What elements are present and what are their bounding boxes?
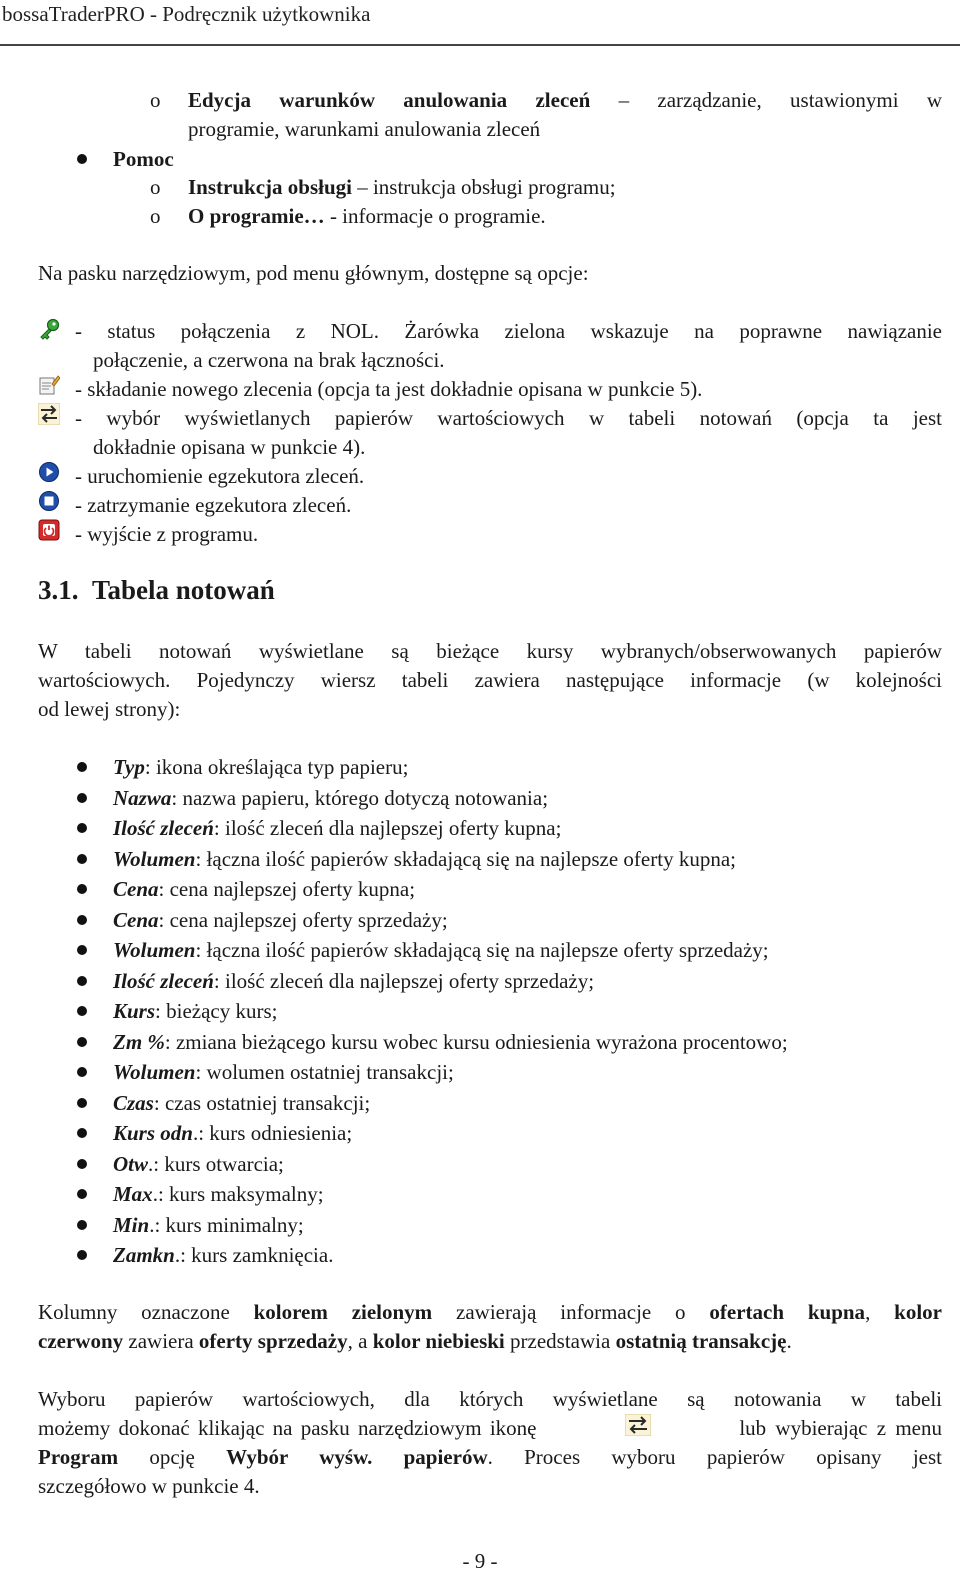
column-name: Max — [113, 1182, 153, 1206]
stop-icon — [38, 490, 60, 512]
intro-line3: od lewej strony): — [38, 697, 181, 721]
menu-item-instrukcja — [188, 173, 616, 202]
text-run: . Proces wyboru papierów opisany jest — [487, 1445, 942, 1469]
text-run: lub wybierając z menu — [739, 1416, 942, 1440]
sub-bullet-marker: o — [150, 88, 161, 112]
bold-run: kolorem zielonym — [253, 1300, 433, 1324]
column-name: Ilość zleceń — [113, 968, 214, 993]
header-divider — [0, 44, 960, 46]
bullet-dot — [77, 976, 87, 986]
bullet-dot — [77, 945, 87, 955]
menu-item-oprogramie — [188, 202, 546, 231]
column-name: Czas — [113, 1090, 154, 1115]
select-paragraph-line4: szczegółowo w punkcie 4. — [38, 1474, 260, 1498]
bullet-dot — [77, 1250, 87, 1260]
bold-run: kolor niebieski — [372, 1329, 505, 1353]
list-item — [0, 1028, 960, 1059]
list-item — [0, 875, 960, 906]
column-name: Kurs — [113, 999, 156, 1023]
bullet-dot — [77, 1067, 87, 1077]
column-desc: : ikona określająca typ papieru; — [144, 755, 409, 779]
list-item — [0, 1058, 960, 1089]
column-name: Otw — [113, 1151, 149, 1176]
toolbar-new-order-text: - składanie nowego zlecenia (opcja ta jest dokładnie opisana w punkcie 5). — [75, 377, 703, 401]
text-run: Kolumny oznaczone — [38, 1300, 254, 1324]
swap-arrows-icon — [38, 403, 60, 425]
list-item — [0, 784, 960, 815]
bullet-dot — [77, 793, 87, 803]
list-item — [0, 753, 960, 784]
column-desc: .: kurs minimalny; — [149, 1212, 304, 1237]
colors-paragraph-line1 — [38, 1298, 942, 1327]
page-number: - 9 - — [462, 1549, 498, 1573]
menu-item-oprogramie-title: O programie… — [188, 204, 325, 228]
column-name: Kurs odn — [113, 1121, 193, 1145]
menu-item-instrukcja-title: Instrukcja obsługi — [188, 175, 352, 199]
menu-item-edycja-desc: – zarządzanie, ustawionymi w — [618, 88, 942, 112]
column-desc: : nazwa papieru, którego dotyczą notowania; — [171, 785, 549, 810]
menu-item-edycja-title: Edycja warunków anulowania zleceń — [188, 88, 591, 112]
columns-list — [0, 753, 960, 1272]
list-item — [0, 845, 960, 876]
column-name: Zm % — [113, 1029, 165, 1054]
bold-run: ofertach kupna — [709, 1300, 866, 1324]
column-desc: : czas ostatniej transakcji; — [153, 1090, 371, 1115]
bullet-dot — [77, 884, 87, 894]
bullet-dot — [77, 1128, 87, 1138]
sub-bullet-marker: o — [150, 204, 161, 228]
bold-run: Program — [38, 1445, 119, 1469]
menu-item-oprogramie-desc: - informacje o programie. — [324, 204, 546, 228]
text-run: zawiera — [123, 1329, 199, 1353]
list-item — [0, 1211, 960, 1242]
toolbar-intro: Na pasku narzędziowym, pod menu głównym, dostępne są opcje: — [38, 261, 589, 285]
list-item — [0, 1089, 960, 1120]
column-name: Min — [113, 1212, 150, 1237]
list-item — [0, 1150, 960, 1181]
column-desc: : ilość zleceń dla najlepszej oferty sprzedaży; — [213, 968, 595, 993]
select-paragraph-line3 — [38, 1443, 942, 1472]
menu-item-edycja — [188, 86, 942, 115]
column-name: Typ — [113, 755, 145, 779]
column-desc: : bieżący kurs; — [155, 999, 278, 1023]
column-name: Wolumen — [113, 846, 196, 871]
column-name: Wolumen — [113, 1060, 196, 1084]
notepad-pencil-icon — [38, 374, 60, 396]
list-item — [0, 967, 960, 998]
sub-bullet-marker: o — [150, 175, 161, 199]
column-name: Wolumen — [113, 938, 196, 962]
bullet-dot — [77, 1037, 87, 1047]
intro-line2: wartościowych. Pojedynczy wiersz tabeli zawiera następujące informacje (w kolejności — [38, 668, 942, 692]
bullet-dot — [77, 915, 87, 925]
page-header: bossaTraderPRO - Podręcznik użytkownika — [2, 2, 371, 26]
bullet-dot — [77, 1006, 87, 1016]
section-heading — [38, 576, 275, 605]
toolbar-exit-text: - wyjście z programu. — [75, 522, 259, 546]
bold-run: oferty sprzedaży — [198, 1329, 348, 1353]
colors-paragraph-line2 — [38, 1327, 792, 1356]
green-key-icon — [38, 318, 60, 340]
text-run: , — [865, 1300, 895, 1324]
list-item — [0, 1241, 960, 1272]
section-number: 3.1. — [38, 575, 79, 605]
bullet-dot — [77, 854, 87, 864]
column-name: Nazwa — [113, 785, 172, 810]
toolbar-start-executor-text: - uruchomienie egzekutora zleceń. — [75, 464, 365, 488]
column-desc: : łączna ilość papierów składającą się na najlepsze oferty kupna; — [195, 846, 736, 871]
toolbar-status-text-line2: połączenie, a czerwona na brak łączności. — [93, 348, 445, 372]
bullet-dot — [77, 1189, 87, 1199]
column-desc: .: kurs otwarcia; — [148, 1151, 284, 1176]
list-item — [0, 814, 960, 845]
select-paragraph-line2 — [38, 1414, 942, 1443]
column-desc: .: kurs zamknięcia. — [174, 1243, 334, 1267]
red-exit-icon — [38, 519, 60, 541]
column-desc: : zmiana bieżącego kursu wobec kursu odniesienia wyrażona procentowo; — [164, 1029, 788, 1054]
bullet-dot — [77, 154, 87, 164]
bullet-dot — [77, 1159, 87, 1169]
intro-line1: W tabeli notowań wyświetlane są bieżące kursy wybranych/obserwowanych papierów — [38, 639, 942, 663]
column-name: Zamkn — [113, 1243, 175, 1267]
column-desc: : ilość zleceń dla najlepszej oferty kupna; — [213, 816, 562, 840]
text-run: możemy dokonać klikając na pasku narzędziowym ikonę — [38, 1416, 537, 1440]
toolbar-select-text: - wybór wyświetlanych papierów wartościowych w tabeli notowań (opcja ta jest — [75, 406, 942, 430]
swap-arrows-icon — [625, 1414, 651, 1436]
text-run: opcję — [118, 1445, 227, 1469]
bold-run: ostatnią transakcję — [615, 1329, 787, 1353]
column-desc: : łączna ilość papierów składającą się na najlepsze oferty sprzedaży; — [195, 938, 769, 962]
text-run: , a — [347, 1329, 373, 1353]
play-icon — [38, 461, 60, 483]
bullet-dot — [77, 823, 87, 833]
bullet-dot — [77, 1220, 87, 1230]
toolbar-select-text-line2: dokładnie opisana w punkcie 4). — [93, 435, 366, 459]
section-title: Tabela notowań — [92, 575, 275, 605]
list-item — [0, 997, 960, 1028]
text-run: . — [786, 1329, 792, 1353]
bullet-dot — [77, 762, 87, 772]
column-name: Cena — [113, 877, 159, 901]
column-name: Ilość zleceń — [113, 816, 214, 840]
text-run: zawierają informacje o — [432, 1300, 710, 1324]
menu-item-instrukcja-desc: – instrukcja obsługi programu; — [351, 175, 616, 199]
bold-run: Wybór wyśw. papierów — [226, 1445, 488, 1469]
list-item — [0, 1180, 960, 1211]
menu-pomoc: Pomoc — [113, 147, 174, 171]
select-paragraph-line1: Wyboru papierów wartościowych, dla których wyświetlane są notowania w tabeli — [38, 1387, 942, 1411]
column-desc: : cena najlepszej oferty sprzedaży; — [158, 907, 448, 932]
bold-run: czerwony — [38, 1329, 124, 1353]
toolbar-stop-executor-text: - zatrzymanie egzekutora zleceń. — [75, 493, 352, 517]
bold-run: kolor — [894, 1300, 942, 1324]
column-name: Cena — [113, 907, 159, 932]
column-desc: : cena najlepszej oferty kupna; — [158, 877, 416, 901]
menu-item-edycja-line2: programie, warunkami anulowania zleceń — [188, 117, 541, 141]
column-desc: .: kurs odniesienia; — [192, 1121, 353, 1145]
bullet-dot — [77, 1098, 87, 1108]
text-run: przedstawia — [504, 1329, 616, 1353]
column-desc: .: kurs maksymalny; — [152, 1182, 324, 1206]
column-desc: : wolumen ostatniej transakcji; — [195, 1060, 454, 1084]
toolbar-status-text: - status połączenia z NOL. Żarówka zielona wskazuje na poprawne nawiązanie — [75, 319, 942, 343]
list-item — [0, 906, 960, 937]
list-item — [0, 1119, 960, 1150]
list-item — [0, 936, 960, 967]
